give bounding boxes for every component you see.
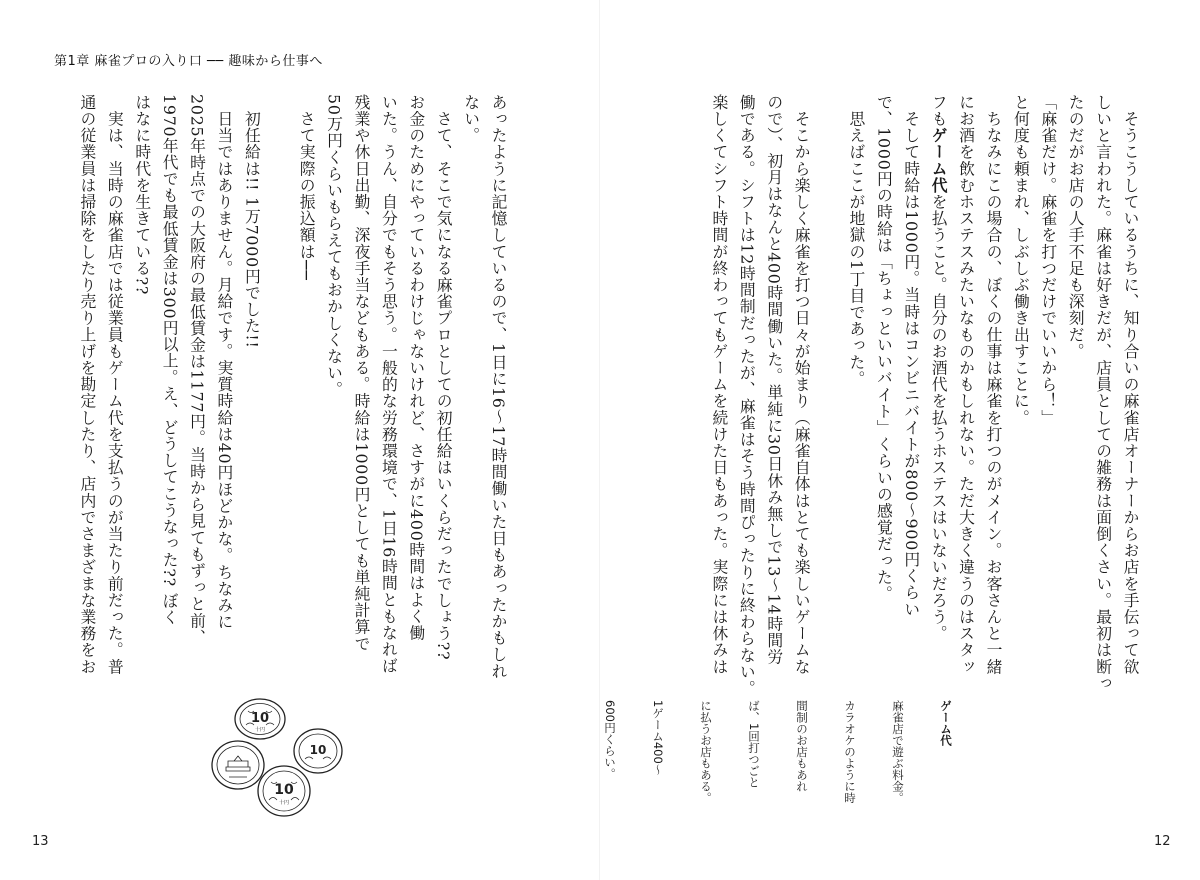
text-line: たのだがお店の人手不足も深刻だ。 — [1066, 94, 1086, 360]
coin-sublabel: 十円 — [254, 727, 266, 733]
right-page-body-text — [706, 94, 1145, 706]
text-line: そして時給は1000円。当時はコンビニバイトが800～900円くらい — [901, 94, 921, 618]
side-note-line: に払うお店もある。 — [699, 700, 713, 804]
text-line: 「麻雀だけ。麻雀を打つだけでいいから！」 — [1038, 94, 1058, 426]
text-line: ちなみにこの場合の、ぼくの仕事は麻雀を打つのがメイン。お客さんと一緒 — [983, 94, 1003, 675]
right-page — [600, 0, 1200, 880]
text-line: 働である。シフトは12時間制だったが、麻雀はそう時間ぴったりに終わらない。 — [737, 94, 757, 697]
side-note-title: ゲーム代 — [939, 700, 953, 746]
text-line: はなに時代を生きている?? — [132, 94, 152, 296]
text-line — [265, 94, 292, 706]
text-line: しいと言われた。麻雀は好きだが、店員としての雑務は面倒くさい。最初は断っ — [1093, 94, 1113, 692]
text-line: にお酒を飲むホステスみたいなものかもしれない。ただ大きく違うのはスタッ — [956, 94, 976, 675]
glossary-term: ゲーム代 — [929, 127, 949, 194]
side-note-line: 麻雀店で遊ぶ料金。 — [891, 700, 905, 804]
coin-label: 10 — [309, 743, 327, 757]
text-line: 思えばここが地獄の1丁目であった。 — [846, 94, 866, 388]
left-page-body-text — [74, 94, 513, 706]
side-note-line: カラオケのように時 — [843, 700, 857, 804]
text-line: あったように記憶しているので、1日に16～17時間働いた日もあったかもしれ — [489, 94, 508, 680]
text-line: ので）、初月はなんと400時間働いた。単純に30日休み無しで13～14時間労 — [764, 94, 784, 666]
text-line: と何度も頼まれ、しぶしぶ働き出すことに。 — [1011, 94, 1031, 426]
coin-icon — [258, 766, 310, 816]
side-note-line: 600円くらい。 — [603, 700, 617, 780]
text-line: そこから楽しく麻雀を打つ日々が始まり（麻雀自体はとても楽しいゲームな — [792, 94, 812, 675]
text-line: そうこうしているうちに、知り合いの麻雀店オーナーからお店を手伝って欲 — [1121, 94, 1140, 675]
text-line: ない。 — [461, 94, 481, 144]
coin-icon — [235, 699, 285, 739]
text-line: さて、そこで気になる麻雀プロとしての初任給はいくらだったでしょう?? — [434, 94, 454, 661]
coin-sublabel: 十円 — [278, 800, 290, 806]
text-line: 2025年時点での大阪府の最低賃金は1177円。当時から見てもずっと前、 — [187, 94, 207, 646]
side-note-game-fee — [600, 700, 986, 820]
text-line: 初任給は!! 1万7000円でした!! — [242, 94, 262, 349]
side-note-line: 1ゲーム400～ — [651, 700, 665, 776]
text-line: で、1000円の時給は「ちょっといいバイト」くらいの感覚だった。 — [874, 94, 894, 603]
text-line: 50万円くらいもらえてもおかしくない。 — [324, 94, 344, 398]
text-line — [815, 94, 842, 706]
coin-label: 10 — [274, 782, 294, 798]
text-line: 日当ではありません。月給です。実質時給は40円ほどかな。ちなみに — [214, 94, 234, 631]
text-line: 楽しくてシフト時間が終わってもゲームを続けた日もあった。実際には休みは — [709, 94, 729, 675]
text-line: お金のためにやっているわけじゃないけれど、さすがに400時間はよく働 — [406, 94, 426, 642]
page-number-right: 12 — [1154, 834, 1171, 849]
coins-illustration — [200, 685, 350, 825]
text-line: 実は、当時の麻雀店では従業員もゲーム代を支払うのが当たり前だった。普 — [105, 94, 125, 675]
coin-label: 10 — [250, 711, 270, 726]
running-head: 第1章 麻雀プロの入り口 ── 趣味から仕事へ — [54, 54, 323, 69]
side-note-line: 間制のお店もあれ — [795, 700, 809, 792]
page-number-left: 13 — [32, 834, 49, 849]
text-line: いた。うん、自分でもそう思う。一般的な労務環境で、1日16時間ともなれば — [379, 94, 399, 675]
coin-icon — [294, 729, 342, 773]
coin-icon — [212, 741, 264, 789]
side-note-line: ば、1回打つごと — [747, 700, 761, 788]
text-line: 通の従業員は掃除をしたり売り上げを勘定したり、店内でさまざまな業務をお — [77, 94, 97, 675]
text-line: さて実際の振込額は── — [297, 94, 317, 281]
text-line: 1970年代でも最低賃金は300円以上。え、どうしてこうなった?? ぼく — [160, 94, 180, 626]
text-line: 残業や休日出勤、深夜手当などもある。時給は1000円としても単純計算で — [351, 94, 371, 653]
text-line: フもゲーム代を払うこと。自分のお酒代を払うホステスはいないだろう。 — [929, 94, 949, 642]
